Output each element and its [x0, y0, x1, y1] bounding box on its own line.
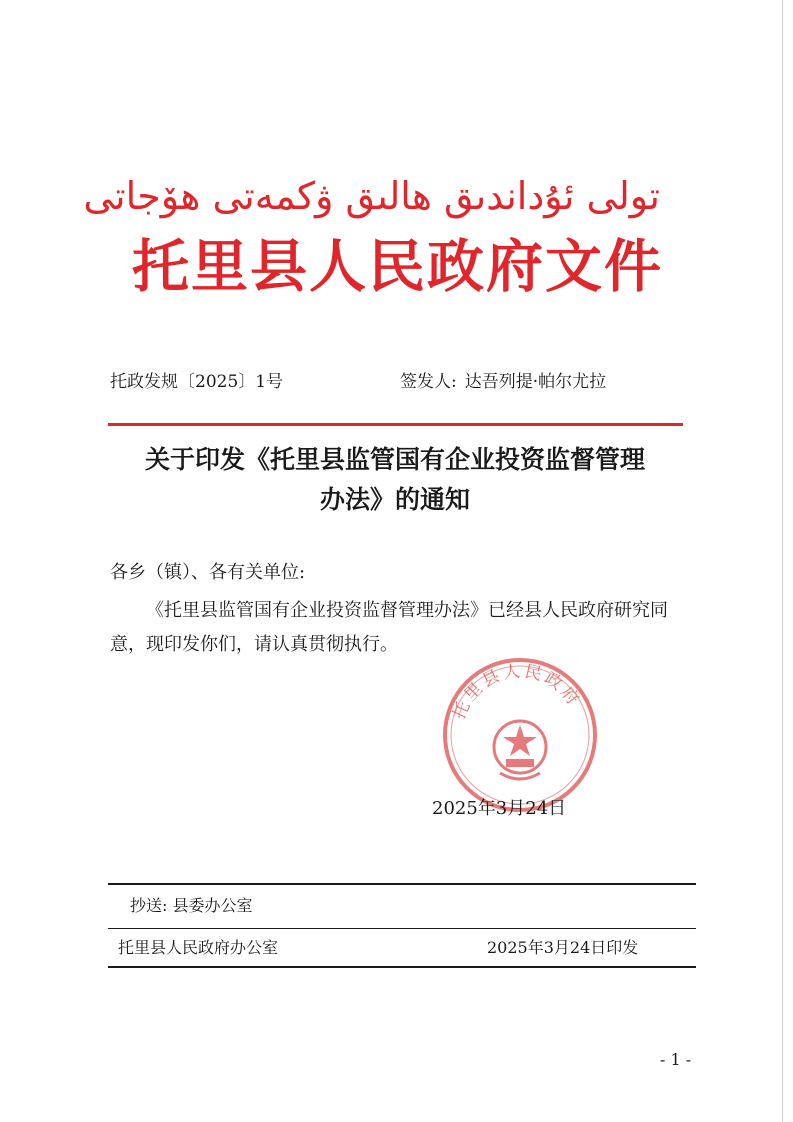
body-paragraph: 《托里县监管国有企业投资监督管理办法》已经县人民政府研究同意，现印发你们，请认真贯彻执行。	[110, 600, 668, 655]
svg-text:托里县人民政府	[449, 661, 584, 722]
notice-title-line-2: 办法》的通知	[319, 485, 470, 514]
national-emblem-icon	[494, 721, 546, 779]
notice-title-line-1: 关于印发《托里县监管国有企业投资监督管理	[144, 445, 645, 474]
page-edge-line	[782, 0, 783, 1122]
footer-rule-middle	[108, 928, 696, 929]
footer-rule-top	[108, 883, 696, 885]
document-number: 托政发规〔2025〕1号	[110, 372, 284, 392]
notice-title	[95, 440, 695, 520]
signer	[400, 370, 606, 394]
issue-date: 2025年3月24日	[432, 798, 567, 819]
greeting: 各乡（镇）、各有关单位:	[110, 562, 306, 583]
page-number: - 1 -	[660, 1050, 692, 1069]
official-seal	[440, 655, 600, 815]
red-divider	[108, 423, 683, 426]
seal-text: 托里县人民政府	[449, 661, 585, 723]
signer-label: 签发人:	[400, 372, 457, 392]
footer-rule-bottom	[108, 966, 696, 968]
cc-line: 抄送: 县委办公室	[130, 896, 253, 915]
header-uyghur-title: تولى ئۇداندىق ھالىق ۋكمەتى ھۆجاتى	[83, 174, 660, 218]
issuing-office: 托里县人民政府办公室	[118, 938, 279, 957]
print-date: 2025年3月24日印发	[487, 938, 639, 957]
header-chinese-title: 托里县人民政府文件	[132, 233, 663, 300]
signer-name: 达吾列提·帕尔尤拉	[464, 372, 607, 392]
